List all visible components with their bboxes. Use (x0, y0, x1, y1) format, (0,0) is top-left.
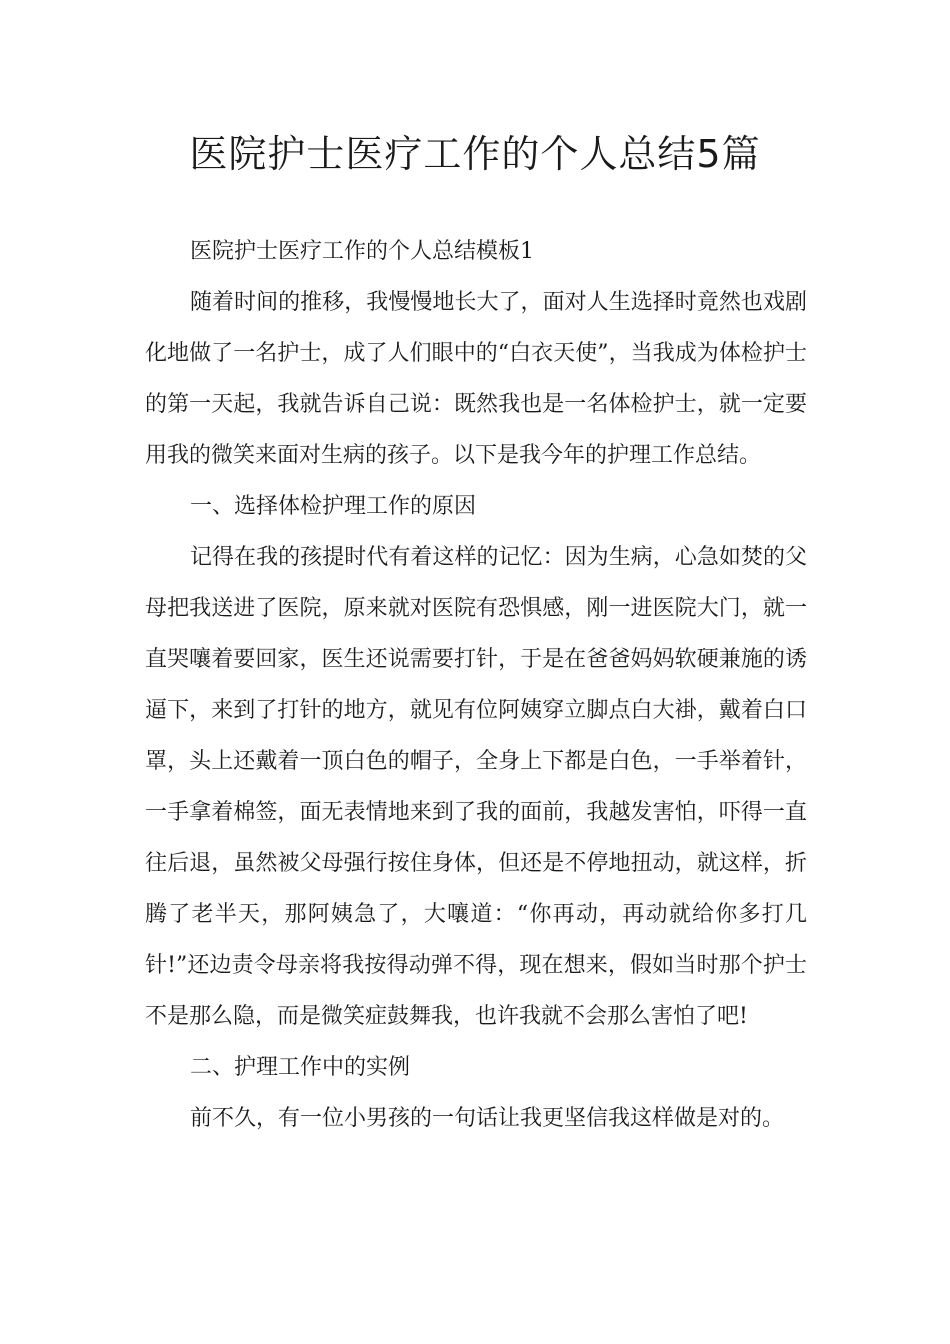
subtitle-template-1: 医院护士医疗工作的个人总结模板1 (190, 239, 534, 264)
paragraph-intro: 随着时间的推移，我慢慢地长大了，面对人生选择时竟然也戏剧化地做了一名护士，成了人们眼中的“白衣天使”，当我成为体检护士的第一天起，我就告诉自己说：既然我也是一名体检护士，就一定要用我的微笑来面对生病的孩子。以下是我今年的护理工作总结。 (145, 290, 807, 468)
section-heading-2: 二、护理工作中的实例 (190, 1055, 411, 1080)
document-body (145, 226, 807, 1144)
paragraph-example: 前不久，有一位小男孩的一句话让我更坚信我这样做是对的。 (190, 1106, 785, 1131)
document-title: 医院护士医疗工作的个人总结5篇 (189, 132, 761, 176)
paragraph-childhood-memory: 记得在我的孩提时代有着这样的记忆：因为生病，心急如焚的父母把我送进了医院，原来就对医院有恐惧感，刚一进医院大门，就一直哭嚷着要回家，医生还说需要打针，于是在爸爸妈妈软硬兼施的诱逼下，来到了打针的地方，就见有位阿姨穿立脚点白大褂，戴着白口罩，头上还戴着一顶白色的帽子，全身上下都是白色，一手举着针，一手拿着棉签，面无表情地来到了我的面前，我越发害怕，吓得一直往后退，虽然被父母强行按住身体，但还是不停地扭动，就这样，折腾了老半天，那阿姨急了，大嚷道：“你再动，再动就给你多打几针!”还边责令母亲将我按得动弹不得，现在想来，假如当时那个护士不是那么隐，而是微笑症鼓舞我，也许我就不会那么害怕了吧! (145, 545, 807, 1029)
section-heading-1: 一、选择体检护理工作的原因 (190, 494, 477, 519)
